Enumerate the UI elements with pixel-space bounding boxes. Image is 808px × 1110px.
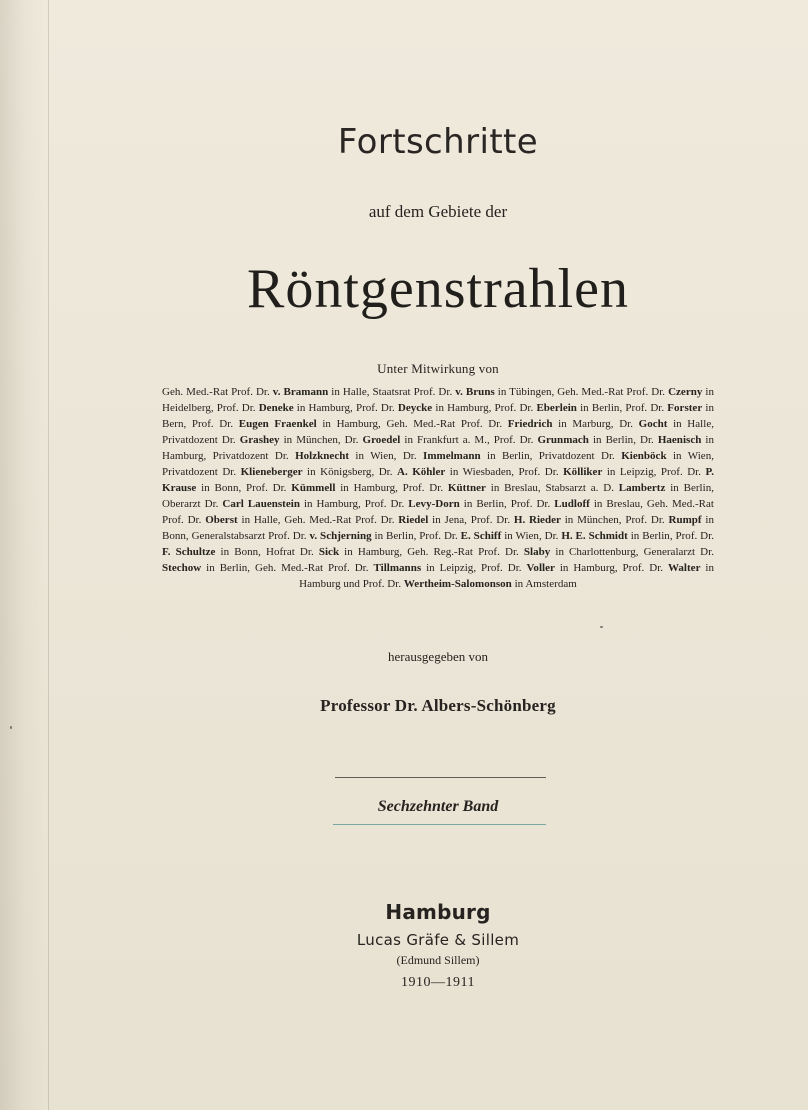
contributor-name: Kümmell xyxy=(291,482,336,494)
contributor-text: in Königsberg, Dr. xyxy=(302,466,397,478)
contributor-name: Holzknecht xyxy=(295,450,350,462)
contributor-name: Czerny xyxy=(668,386,703,398)
contributor-name: Klieneberger xyxy=(240,466,303,478)
contributor-text: in Wien, Privatdozent Dr. xyxy=(162,450,714,478)
contributor-text: in Halle, Staatsrat Prof. Dr. xyxy=(328,386,456,398)
contributor-text: in Halle, Privatdozent Dr. xyxy=(162,418,714,446)
contributor-text: in Hamburg, Prof. Dr. xyxy=(335,482,448,494)
contributor-name: Deycke xyxy=(397,402,433,414)
contributor-text: in Hamburg, Privatdozent Dr. xyxy=(162,434,714,462)
contributor-text: in Wien, Dr. xyxy=(349,450,424,462)
contributor-text: in Hamburg, Prof. Dr. xyxy=(299,498,409,510)
contributor-name: Eberlein xyxy=(536,402,577,414)
contributor-text: in Berlin, Oberarzt Dr. xyxy=(162,482,714,510)
contributor-text: in Wien, Dr. xyxy=(501,530,562,542)
contributor-name: P. Krause xyxy=(162,466,714,494)
contributor-name: Tillmanns xyxy=(373,562,422,574)
contributor-name: Ludloff xyxy=(554,498,590,510)
collaboration-label: Unter Mitwirkung von xyxy=(377,361,499,376)
contributor-text: in Charlottenburg, Generalarzt Dr. xyxy=(550,546,714,558)
contributor-name: Kienböck xyxy=(621,450,667,462)
page-fold-line xyxy=(48,0,49,1110)
contributor-text: in Bonn, Generalstabsarzt Prof. Dr. xyxy=(162,514,714,542)
contributor-text: in Halle, Geh. Med.-Rat Prof. Dr. xyxy=(237,514,399,526)
contributor-name: Lambertz xyxy=(618,482,666,494)
contributor-name: Oberst xyxy=(205,514,238,526)
contributor-text: in Frankfurt a. M., Prof. Dr. xyxy=(400,434,538,446)
contributor-name: Eugen Fraenkel xyxy=(238,418,317,430)
contributor-name: H. E. Schmidt xyxy=(561,530,628,542)
contributor-name: Groedel xyxy=(362,434,401,446)
editor-intro: herausgegeben von xyxy=(388,649,488,664)
contributor-text: in Berlin, Prof. Dr. xyxy=(371,530,461,542)
contributors-paragraph xyxy=(162,384,714,592)
main-title: Röntgenstrahlen xyxy=(246,258,630,320)
journal-subtitle: auf dem Gebiete der xyxy=(368,202,508,221)
volume-bottom-rule xyxy=(333,824,546,825)
contributor-name: F. Schultze xyxy=(162,546,216,558)
contributor-text: in Tübingen, Geh. Med.-Rat Prof. Dr. xyxy=(494,386,669,398)
contributor-text: in München, Dr. xyxy=(279,434,363,446)
contributor-name: Küttner xyxy=(447,482,486,494)
contributor-text: in Berlin, Prof. Dr. xyxy=(459,498,555,510)
contributor-name: Carl Lauenstein xyxy=(222,498,300,510)
editor-name: Professor Dr. Albers-Schönberg xyxy=(320,696,556,715)
contributor-name: Kölliker xyxy=(563,466,603,478)
contributor-name: v. Bruns xyxy=(455,386,495,398)
contributor-text: in Bern, Prof. Dr. xyxy=(162,402,714,430)
contributor-name: Rumpf xyxy=(668,514,702,526)
journal-title-line: Fortschritte xyxy=(337,122,539,162)
contributor-text: in Amsterdam xyxy=(511,578,577,590)
contributor-name: Voller xyxy=(526,562,555,574)
volume-label: Sechzehnter Band xyxy=(377,798,499,815)
paper-speck xyxy=(600,626,603,628)
contributor-text: Geh. Med.-Rat Prof. Dr. xyxy=(162,386,273,398)
contributor-name: Immelmann xyxy=(423,450,481,462)
publisher-note: (Edmund Sillem) xyxy=(396,953,480,967)
contributor-name: Levy-Dorn xyxy=(408,498,460,510)
contributor-name: Forster xyxy=(667,402,703,414)
contributor-name: Riedel xyxy=(398,514,429,526)
contributor-text: in Breslau, Stabsarzt a. D. xyxy=(485,482,619,494)
contributor-text: in Leipzig, Prof. Dr. xyxy=(421,562,527,574)
paper-speck xyxy=(10,726,12,729)
contributor-text: in Berlin, Prof. Dr. xyxy=(627,530,714,542)
contributor-text: in Bonn, Hofrat Dr. xyxy=(215,546,319,558)
contributor-name: v. Schjerning xyxy=(309,530,372,542)
contributor-name: Grashey xyxy=(239,434,280,446)
contributor-name: H. Rieder xyxy=(513,514,561,526)
contributor-name: Slaby xyxy=(523,546,551,558)
publication-years: 1910—1911 xyxy=(401,975,475,990)
contributor-text: in Hamburg, Prof. Dr. xyxy=(554,562,668,574)
contributor-name: Friedrich xyxy=(507,418,553,430)
contributor-text: in Hamburg und Prof. Dr. xyxy=(299,562,715,590)
contributor-name: v. Bramann xyxy=(272,386,329,398)
contributor-text: in Breslau, Geh. Med.-Rat Prof. Dr. xyxy=(162,498,715,526)
contributor-name: A. Köhler xyxy=(396,466,446,478)
contributor-name: E. Schiff xyxy=(460,530,502,542)
contributor-text: in Berlin, Dr. xyxy=(588,434,658,446)
contributor-name: Sick xyxy=(318,546,340,558)
publisher-name: Lucas Gräfe & Sillem xyxy=(356,931,520,949)
contributor-text: in Berlin, Geh. Med.-Rat Prof. Dr. xyxy=(201,562,374,574)
contributor-name: Stechow xyxy=(162,562,202,574)
contributor-text: in Jena, Prof. Dr. xyxy=(428,514,514,526)
contributor-name: Wertheim-Salomonson xyxy=(403,578,512,590)
contributor-text: in Berlin, Privatdozent Dr. xyxy=(480,450,622,462)
contributor-name: Grunmach xyxy=(537,434,589,446)
contributor-name: Walter xyxy=(667,562,701,574)
contributor-text: in Leipzig, Prof. Dr. xyxy=(602,466,706,478)
contributor-text: in Hamburg, Geh. Reg.-Rat Prof. Dr. xyxy=(339,546,524,558)
contributor-text: in Berlin, Prof. Dr. xyxy=(576,402,668,414)
contributor-text: in Wiesbaden, Prof. Dr. xyxy=(445,466,564,478)
contributor-text: in Hamburg, Geh. Med.-Rat Prof. Dr. xyxy=(316,418,508,430)
contributor-name: Deneke xyxy=(258,402,294,414)
contributor-text: in Bonn, Prof. Dr. xyxy=(196,482,292,494)
contributor-name: Haenisch xyxy=(657,434,702,446)
contributor-text: in Heidelberg, Prof. Dr. xyxy=(162,386,715,414)
publication-city: Hamburg xyxy=(385,900,491,924)
contributor-text: in Hamburg, Prof. Dr. xyxy=(432,402,537,414)
contributor-text: in Marburg, Dr. xyxy=(552,418,639,430)
volume-top-rule xyxy=(335,777,546,778)
contributor-text: in Hamburg, Prof. Dr. xyxy=(293,402,398,414)
contributor-text: in München, Prof. Dr. xyxy=(560,514,669,526)
contributor-name: Gocht xyxy=(638,418,668,430)
